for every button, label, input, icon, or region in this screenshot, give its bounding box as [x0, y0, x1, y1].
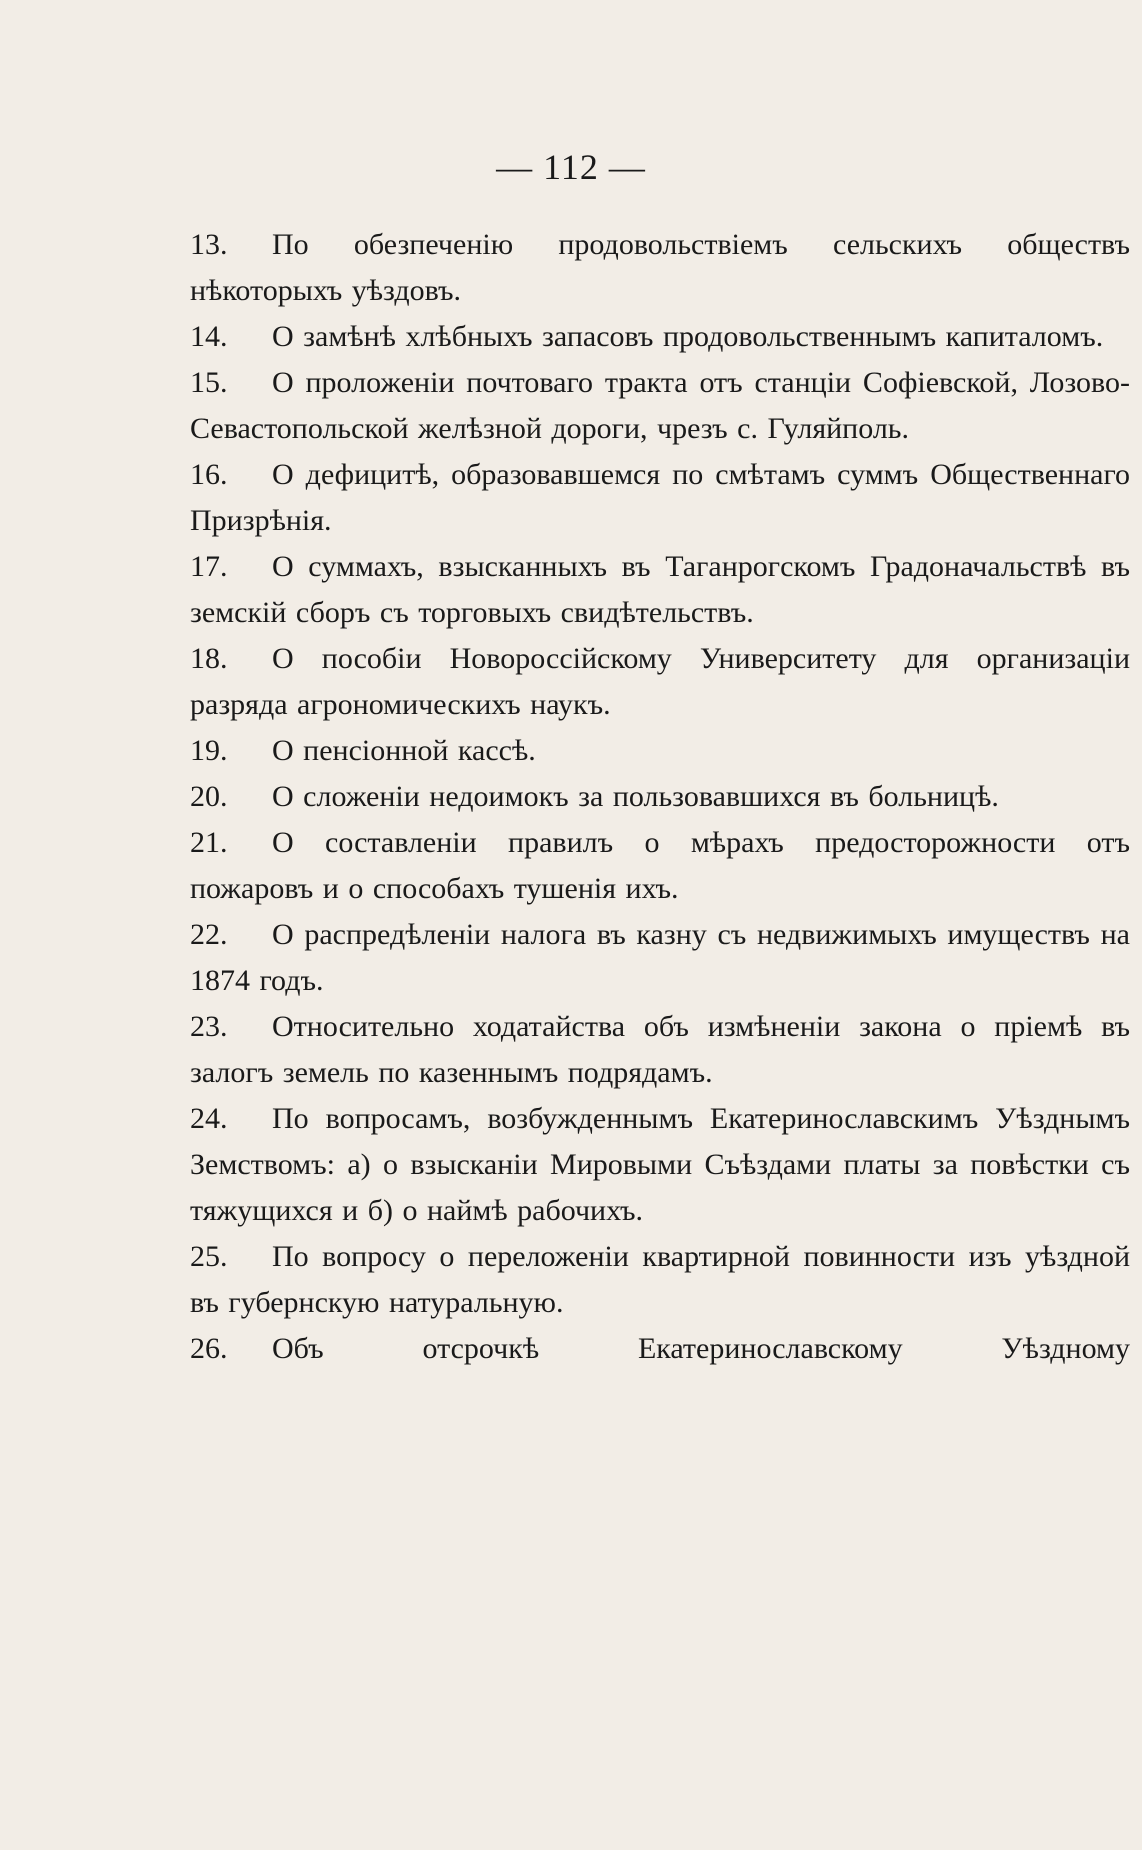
- list-item: [190, 1234, 1130, 1326]
- entry-number: 25.: [190, 1240, 228, 1273]
- entry-text: О суммахъ, взысканныхъ въ Таганрогскомъ Градоначальствѣ въ земскій сборъ съ торговыхъ свидѣтельствъ.: [190, 550, 1130, 629]
- list-item: [190, 636, 1130, 728]
- entry-number: 18.: [190, 642, 228, 675]
- list-item: [190, 728, 1130, 774]
- entry-text: О пособіи Новороссійскому Университету для организаціи разряда агрономическихъ наукъ.: [190, 642, 1130, 721]
- entry-text: О распредѣленіи налога въ казну съ недвижимыхъ имуществъ на 1874 годъ.: [190, 918, 1130, 997]
- entry-number: 13.: [190, 228, 228, 261]
- list-item: [190, 912, 1130, 1004]
- entry-number: 26.: [190, 1332, 228, 1365]
- entry-text: Относительно ходатайства объ измѣненіи закона о пріемѣ въ залогъ земель по казеннымъ подрядамъ.: [190, 1010, 1130, 1089]
- entry-number: 19.: [190, 734, 228, 767]
- entry-text: О замѣнѣ хлѣбныхъ запасовъ продовольственнымъ капиталомъ.: [272, 320, 1104, 353]
- entry-text: О пенсіонной кассѣ.: [272, 734, 536, 767]
- list-item: [190, 820, 1130, 912]
- list-item: [190, 452, 1130, 544]
- entry-number: 17.: [190, 550, 228, 583]
- entry-number: 22.: [190, 918, 228, 951]
- list-item: [190, 222, 1130, 314]
- entry-text: О проложеніи почтоваго тракта отъ станціи Софіевской, Лозово-Севастопольской желѣзной дороги, чрезъ с. Гуляйполь.: [190, 366, 1130, 445]
- entry-number: 15.: [190, 366, 228, 399]
- entry-number: 21.: [190, 826, 228, 859]
- list-item: [190, 314, 1130, 360]
- entry-number: 20.: [190, 780, 228, 813]
- entry-text: По обезпеченію продовольствіемъ сельскихъ обществъ нѣкоторыхъ уѣздовъ.: [190, 228, 1130, 307]
- entry-number: 23.: [190, 1010, 228, 1043]
- entry-number: 24.: [190, 1102, 228, 1135]
- entry-text: О дефицитѣ, образовавшемся по смѣтамъ суммъ Общественнаго Призрѣнія.: [190, 458, 1130, 537]
- entry-number: 14.: [190, 320, 228, 353]
- list-item: [190, 1096, 1130, 1234]
- list-item: [190, 1326, 1130, 1372]
- entry-text: По вопросамъ, возбужденнымъ Екатеринославскимъ Уѣзднымъ Земствомъ: а) о взысканіи Мировыми Съѣздами платы за повѣстки съ тяжущихся и б) о наймѣ рабочихъ.: [190, 1102, 1130, 1227]
- list-item: [190, 360, 1130, 452]
- entry-list: [190, 222, 1130, 1372]
- list-item: [190, 1004, 1130, 1096]
- page-number: — 112 —: [496, 147, 646, 187]
- entry-text: О составленіи правилъ о мѣрахъ предосторожности отъ пожаровъ и о способахъ тушенія ихъ.: [190, 826, 1130, 905]
- entry-text: По вопросу о переложеніи квартирной повинности изъ уѣздной въ губернскую натуральную.: [190, 1240, 1130, 1319]
- entry-number: 16.: [190, 458, 228, 491]
- list-item: [190, 774, 1130, 820]
- entry-text: О сложеніи недоимокъ за пользовавшихся въ больницѣ.: [272, 780, 999, 813]
- list-item: [190, 544, 1130, 636]
- entry-text: Объ отсрочкѣ Екатеринославскому Уѣздному: [272, 1332, 1130, 1365]
